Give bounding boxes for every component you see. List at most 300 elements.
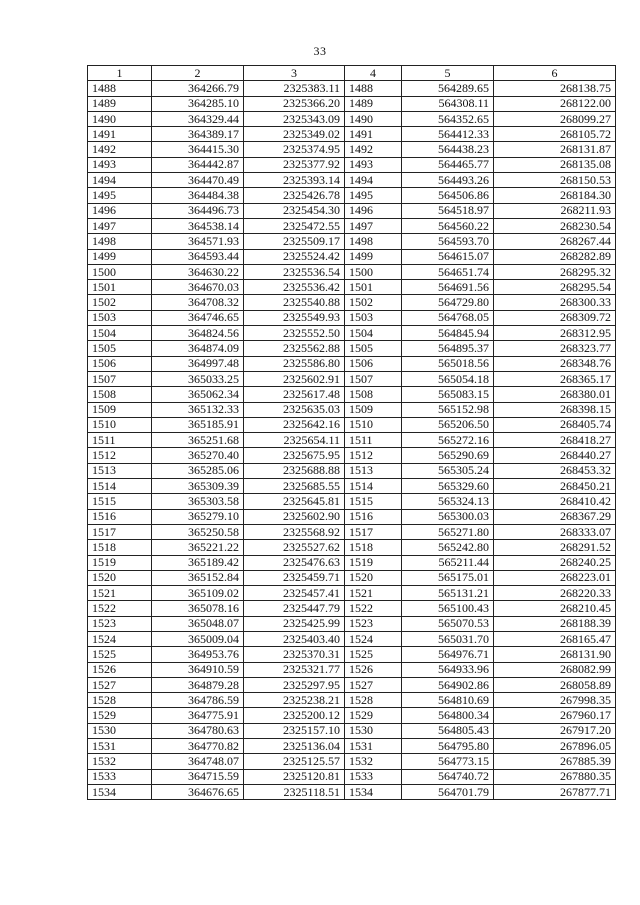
coordinate-cell: 267880.35 (494, 769, 616, 784)
coordinate-cell: 565300.03 (402, 509, 494, 524)
coordinate-cell: 2325200.12 (244, 708, 345, 723)
table-row (88, 218, 616, 233)
coordinate-cell: 364676.65 (152, 784, 244, 799)
coordinate-cell: 2325321.77 (244, 662, 345, 677)
coordinate-cell: 365303.58 (152, 494, 244, 509)
coordinate-cell: 565271.80 (402, 524, 494, 539)
table-row (88, 371, 616, 386)
coordinate-cell: 564615.07 (402, 249, 494, 264)
table-row (88, 417, 616, 432)
point-number-cell: 1517 (88, 524, 152, 539)
point-number-cell: 1532 (345, 754, 402, 769)
point-number-cell: 1520 (88, 570, 152, 585)
coordinate-cell: 565272.16 (402, 433, 494, 448)
column-header: 4 (345, 66, 402, 81)
table-row (88, 647, 616, 662)
coordinate-cell: 364910.59 (152, 662, 244, 677)
coordinate-cell: 565054.18 (402, 371, 494, 386)
coordinate-cell: 565305.24 (402, 463, 494, 478)
coordinate-cell: 2325457.41 (244, 586, 345, 601)
point-number-cell: 1529 (345, 708, 402, 723)
coordinate-cell: 364389.17 (152, 127, 244, 142)
coordinate-cell: 2325536.54 (244, 264, 345, 279)
point-number-cell: 1510 (88, 417, 152, 432)
point-number-cell: 1515 (88, 494, 152, 509)
coordinate-cell: 2325654.11 (244, 433, 345, 448)
point-number-cell: 1525 (88, 647, 152, 662)
table-row (88, 249, 616, 264)
table-row (88, 509, 616, 524)
point-number-cell: 1503 (345, 310, 402, 325)
coordinate-cell: 268138.75 (494, 81, 616, 96)
coordinate-cell: 364630.22 (152, 264, 244, 279)
coordinate-cell: 268418.27 (494, 433, 616, 448)
table-row (88, 570, 616, 585)
point-number-cell: 1528 (345, 693, 402, 708)
table-row (88, 754, 616, 769)
coordinate-cell: 2325562.88 (244, 341, 345, 356)
point-number-cell: 1497 (88, 218, 152, 233)
table-row (88, 616, 616, 631)
coordinate-cell: 267896.05 (494, 739, 616, 754)
coordinate-cell: 2325568.92 (244, 524, 345, 539)
coordinate-cell: 564593.70 (402, 234, 494, 249)
point-number-cell: 1532 (88, 754, 152, 769)
coordinate-cell: 364770.82 (152, 739, 244, 754)
point-number-cell: 1524 (88, 631, 152, 646)
coordinate-cell: 268365.17 (494, 371, 616, 386)
coordinate-cell: 364953.76 (152, 647, 244, 662)
coordinate-cell: 565324.13 (402, 494, 494, 509)
coordinate-cell: 364285.10 (152, 96, 244, 111)
coordinate-cell: 564438.23 (402, 142, 494, 157)
coordinate-cell: 268312.95 (494, 326, 616, 341)
table-row (88, 693, 616, 708)
coordinate-cell: 2325552.50 (244, 326, 345, 341)
column-header: 3 (244, 66, 345, 81)
coordinate-cell: 365132.33 (152, 402, 244, 417)
point-number-cell: 1512 (88, 448, 152, 463)
coordinate-cell: 564560.22 (402, 218, 494, 233)
coordinate-cell: 564845.94 (402, 326, 494, 341)
point-number-cell: 1504 (88, 326, 152, 341)
coordinate-cell: 564729.80 (402, 295, 494, 310)
coordinate-cell: 268188.39 (494, 616, 616, 631)
point-number-cell: 1523 (345, 616, 402, 631)
coordinate-cell: 268210.45 (494, 601, 616, 616)
coordinate-cell: 2325675.95 (244, 448, 345, 463)
coordinate-cell: 364748.07 (152, 754, 244, 769)
coordinate-cell: 364746.65 (152, 310, 244, 325)
coordinate-cell: 365078.16 (152, 601, 244, 616)
coordinate-cell: 268135.08 (494, 157, 616, 172)
coordinate-cell: 564902.86 (402, 677, 494, 692)
table-row (88, 142, 616, 157)
coordinate-cell: 2325645.81 (244, 494, 345, 509)
point-number-cell: 1533 (88, 769, 152, 784)
table-row (88, 723, 616, 738)
point-number-cell: 1531 (345, 739, 402, 754)
point-number-cell: 1504 (345, 326, 402, 341)
coordinate-cell: 268282.89 (494, 249, 616, 264)
coordinate-cell: 365189.42 (152, 555, 244, 570)
coordinate-cell: 365270.40 (152, 448, 244, 463)
table-row (88, 280, 616, 295)
point-number-cell: 1495 (345, 188, 402, 203)
coordinate-cell: 2325426.78 (244, 188, 345, 203)
table-row (88, 662, 616, 677)
point-number-cell: 1507 (345, 371, 402, 386)
coordinate-cell: 268223.01 (494, 570, 616, 585)
coordinate-cell: 564518.97 (402, 203, 494, 218)
coordinate-cell: 268240.25 (494, 555, 616, 570)
table-row (88, 463, 616, 478)
point-number-cell: 1511 (345, 433, 402, 448)
coordinate-cell: 268440.27 (494, 448, 616, 463)
coordinate-cell: 2325472.55 (244, 218, 345, 233)
point-number-cell: 1492 (345, 142, 402, 157)
table-row (88, 310, 616, 325)
coordinate-cell: 565152.98 (402, 402, 494, 417)
coordinate-cell: 364670.03 (152, 280, 244, 295)
coordinate-cell: 268398.15 (494, 402, 616, 417)
coordinate-cell: 564740.72 (402, 769, 494, 784)
point-number-cell: 1529 (88, 708, 152, 723)
point-number-cell: 1492 (88, 142, 152, 157)
point-number-cell: 1516 (88, 509, 152, 524)
coordinate-cell: 365250.58 (152, 524, 244, 539)
coordinate-cell: 2325602.90 (244, 509, 345, 524)
coordinate-cell: 2325157.10 (244, 723, 345, 738)
table-row (88, 234, 616, 249)
coordinate-cell: 564308.11 (402, 96, 494, 111)
coordinates-table (87, 65, 616, 800)
column-header: 6 (494, 66, 616, 81)
coordinate-cell: 364824.56 (152, 326, 244, 341)
coordinate-cell: 2325586.80 (244, 356, 345, 371)
point-number-cell: 1530 (345, 723, 402, 738)
coordinate-cell: 268333.07 (494, 524, 616, 539)
coordinate-cell: 564805.43 (402, 723, 494, 738)
coordinate-cell: 364415.30 (152, 142, 244, 157)
coordinate-cell: 564810.69 (402, 693, 494, 708)
coordinate-cell: 364266.79 (152, 81, 244, 96)
column-header: 2 (152, 66, 244, 81)
point-number-cell: 1499 (345, 249, 402, 264)
point-number-cell: 1513 (345, 463, 402, 478)
table-row (88, 295, 616, 310)
point-number-cell: 1518 (88, 540, 152, 555)
point-number-cell: 1500 (88, 264, 152, 279)
point-number-cell: 1494 (88, 173, 152, 188)
point-number-cell: 1509 (88, 402, 152, 417)
point-number-cell: 1518 (345, 540, 402, 555)
coordinate-cell: 268410.42 (494, 494, 616, 509)
coordinate-cell: 2325403.40 (244, 631, 345, 646)
coordinate-cell: 364571.93 (152, 234, 244, 249)
coordinate-cell: 564289.65 (402, 81, 494, 96)
column-header: 5 (402, 66, 494, 81)
coordinate-cell: 268450.21 (494, 479, 616, 494)
point-number-cell: 1491 (345, 127, 402, 142)
point-number-cell: 1513 (88, 463, 152, 478)
table-row (88, 784, 616, 799)
coordinate-cell: 268230.54 (494, 218, 616, 233)
point-number-cell: 1495 (88, 188, 152, 203)
coordinate-cell: 2325454.30 (244, 203, 345, 218)
table-row (88, 631, 616, 646)
coordinate-cell: 268405.74 (494, 417, 616, 432)
coordinate-cell: 564933.96 (402, 662, 494, 677)
coordinate-cell: 364593.44 (152, 249, 244, 264)
point-number-cell: 1496 (88, 203, 152, 218)
table-row (88, 356, 616, 371)
coordinate-cell: 565031.70 (402, 631, 494, 646)
point-number-cell: 1521 (345, 586, 402, 601)
point-number-cell: 1519 (88, 555, 152, 570)
point-number-cell: 1502 (345, 295, 402, 310)
point-number-cell: 1493 (88, 157, 152, 172)
table-row (88, 433, 616, 448)
coordinate-cell: 2325297.95 (244, 677, 345, 692)
point-number-cell: 1502 (88, 295, 152, 310)
coordinate-cell: 565206.50 (402, 417, 494, 432)
coordinate-cell: 2325120.81 (244, 769, 345, 784)
coordinate-cell: 2325125.57 (244, 754, 345, 769)
coordinate-cell: 2325383.11 (244, 81, 345, 96)
point-number-cell: 1508 (88, 387, 152, 402)
coordinate-cell: 565290.69 (402, 448, 494, 463)
table-row (88, 81, 616, 96)
coordinate-cell: 267960.17 (494, 708, 616, 723)
table-row (88, 341, 616, 356)
point-number-cell: 1505 (345, 341, 402, 356)
coordinate-cell: 2325459.71 (244, 570, 345, 585)
coordinate-cell: 2325370.31 (244, 647, 345, 662)
coordinate-cell: 365279.10 (152, 509, 244, 524)
coordinate-cell: 364715.59 (152, 769, 244, 784)
coordinate-cell: 268291.52 (494, 540, 616, 555)
coordinate-cell: 268184.30 (494, 188, 616, 203)
point-number-cell: 1527 (345, 677, 402, 692)
coordinate-cell: 2325425.99 (244, 616, 345, 631)
table-row (88, 111, 616, 126)
coordinate-cell: 364708.32 (152, 295, 244, 310)
coordinate-cell: 2325642.16 (244, 417, 345, 432)
coordinate-cell: 2325617.48 (244, 387, 345, 402)
coordinate-cell: 565131.21 (402, 586, 494, 601)
table-row (88, 494, 616, 509)
point-number-cell: 1522 (345, 601, 402, 616)
table-row (88, 769, 616, 784)
coordinate-cell: 2325602.91 (244, 371, 345, 386)
table-row (88, 479, 616, 494)
coordinate-cell: 564976.71 (402, 647, 494, 662)
point-number-cell: 1489 (88, 96, 152, 111)
point-number-cell: 1499 (88, 249, 152, 264)
coordinate-cell: 2325136.04 (244, 739, 345, 754)
coordinate-cell: 564352.65 (402, 111, 494, 126)
coordinate-cell: 268105.72 (494, 127, 616, 142)
point-number-cell: 1493 (345, 157, 402, 172)
point-number-cell: 1490 (345, 111, 402, 126)
coordinate-cell: 2325377.92 (244, 157, 345, 172)
coordinate-cell: 2325118.51 (244, 784, 345, 799)
table-row (88, 264, 616, 279)
point-number-cell: 1512 (345, 448, 402, 463)
coordinate-cell: 564465.77 (402, 157, 494, 172)
coordinate-cell: 268367.29 (494, 509, 616, 524)
coordinate-cell: 364329.44 (152, 111, 244, 126)
coordinate-cell: 564895.37 (402, 341, 494, 356)
table-header-row (88, 66, 616, 81)
coordinate-cell: 365109.02 (152, 586, 244, 601)
point-number-cell: 1526 (345, 662, 402, 677)
coordinate-cell: 365033.25 (152, 371, 244, 386)
coordinate-cell: 565211.44 (402, 555, 494, 570)
coordinate-cell: 2325349.02 (244, 127, 345, 142)
point-number-cell: 1489 (345, 96, 402, 111)
coordinate-cell: 364786.59 (152, 693, 244, 708)
point-number-cell: 1527 (88, 677, 152, 692)
point-number-cell: 1501 (345, 280, 402, 295)
coordinate-cell: 565175.01 (402, 570, 494, 585)
coordinate-cell: 2325549.93 (244, 310, 345, 325)
coordinate-cell: 268099.27 (494, 111, 616, 126)
point-number-cell: 1494 (345, 173, 402, 188)
point-number-cell: 1528 (88, 693, 152, 708)
point-number-cell: 1519 (345, 555, 402, 570)
coordinate-cell: 268380.01 (494, 387, 616, 402)
point-number-cell: 1534 (345, 784, 402, 799)
coordinate-cell: 268211.93 (494, 203, 616, 218)
point-number-cell: 1530 (88, 723, 152, 738)
coordinate-cell: 365285.06 (152, 463, 244, 478)
coordinate-cell: 565083.15 (402, 387, 494, 402)
point-number-cell: 1525 (345, 647, 402, 662)
coordinate-cell: 364775.91 (152, 708, 244, 723)
coordinate-cell: 2325685.55 (244, 479, 345, 494)
coordinate-cell: 268295.54 (494, 280, 616, 295)
coordinate-cell: 564506.86 (402, 188, 494, 203)
coordinate-cell: 564773.15 (402, 754, 494, 769)
coordinate-cell: 364496.73 (152, 203, 244, 218)
coordinate-cell: 365009.04 (152, 631, 244, 646)
coordinate-cell: 364780.63 (152, 723, 244, 738)
coordinate-cell: 268267.44 (494, 234, 616, 249)
point-number-cell: 1510 (345, 417, 402, 432)
point-number-cell: 1520 (345, 570, 402, 585)
coordinate-cell: 267917.20 (494, 723, 616, 738)
coordinate-cell: 364442.87 (152, 157, 244, 172)
point-number-cell: 1511 (88, 433, 152, 448)
coordinate-cell: 268058.89 (494, 677, 616, 692)
coordinate-cell: 365221.22 (152, 540, 244, 555)
point-number-cell: 1509 (345, 402, 402, 417)
coordinate-cell: 268323.77 (494, 341, 616, 356)
coordinate-cell: 365048.07 (152, 616, 244, 631)
point-number-cell: 1500 (345, 264, 402, 279)
point-number-cell: 1496 (345, 203, 402, 218)
coordinate-cell: 365152.84 (152, 570, 244, 585)
point-number-cell: 1503 (88, 310, 152, 325)
point-number-cell: 1506 (88, 356, 152, 371)
coordinate-cell: 2325527.62 (244, 540, 345, 555)
point-number-cell: 1523 (88, 616, 152, 631)
coordinate-cell: 268309.72 (494, 310, 616, 325)
table-row (88, 127, 616, 142)
table-row (88, 157, 616, 172)
coordinate-cell: 268150.53 (494, 173, 616, 188)
coordinate-cell: 2325366.20 (244, 96, 345, 111)
coordinate-cell: 364879.28 (152, 677, 244, 692)
coordinate-cell: 565242.80 (402, 540, 494, 555)
table-body (88, 81, 616, 800)
point-number-cell: 1508 (345, 387, 402, 402)
coordinate-cell: 268122.00 (494, 96, 616, 111)
point-number-cell: 1514 (88, 479, 152, 494)
coordinate-cell: 268165.47 (494, 631, 616, 646)
coordinate-cell: 2325238.21 (244, 693, 345, 708)
point-number-cell: 1522 (88, 601, 152, 616)
coordinate-cell: 564651.74 (402, 264, 494, 279)
table-row (88, 708, 616, 723)
coordinate-cell: 267998.35 (494, 693, 616, 708)
coordinate-cell: 268295.32 (494, 264, 616, 279)
table-row (88, 555, 616, 570)
coordinate-cell: 364538.14 (152, 218, 244, 233)
coordinate-cell: 365251.68 (152, 433, 244, 448)
coordinate-cell: 268453.32 (494, 463, 616, 478)
point-number-cell: 1515 (345, 494, 402, 509)
coordinate-cell: 2325540.88 (244, 295, 345, 310)
point-number-cell: 1526 (88, 662, 152, 677)
point-number-cell: 1498 (345, 234, 402, 249)
coordinate-cell: 365185.91 (152, 417, 244, 432)
coordinate-cell: 267885.39 (494, 754, 616, 769)
table-row (88, 96, 616, 111)
coordinate-cell: 2325447.79 (244, 601, 345, 616)
coordinate-cell: 2325536.42 (244, 280, 345, 295)
point-number-cell: 1516 (345, 509, 402, 524)
point-number-cell: 1505 (88, 341, 152, 356)
coordinate-cell: 364997.48 (152, 356, 244, 371)
coordinate-cell: 365309.39 (152, 479, 244, 494)
coordinate-cell: 565329.60 (402, 479, 494, 494)
coordinate-cell: 2325509.17 (244, 234, 345, 249)
coordinate-cell: 365062.34 (152, 387, 244, 402)
table-row (88, 739, 616, 754)
coordinate-cell: 2325524.42 (244, 249, 345, 264)
coordinate-cell: 2325476.63 (244, 555, 345, 570)
coordinate-cell: 2325393.14 (244, 173, 345, 188)
table-row (88, 387, 616, 402)
coordinate-cell: 268131.87 (494, 142, 616, 157)
coordinate-cell: 364470.49 (152, 173, 244, 188)
point-number-cell: 1517 (345, 524, 402, 539)
table-row (88, 448, 616, 463)
point-number-cell: 1514 (345, 479, 402, 494)
coordinate-cell: 364484.38 (152, 188, 244, 203)
coordinate-cell: 268082.99 (494, 662, 616, 677)
table-row (88, 677, 616, 692)
coordinate-cell: 564768.05 (402, 310, 494, 325)
coordinate-cell: 565018.56 (402, 356, 494, 371)
coordinate-cell: 364874.09 (152, 341, 244, 356)
table-row (88, 540, 616, 555)
table-row (88, 326, 616, 341)
coordinate-cell: 2325635.03 (244, 402, 345, 417)
